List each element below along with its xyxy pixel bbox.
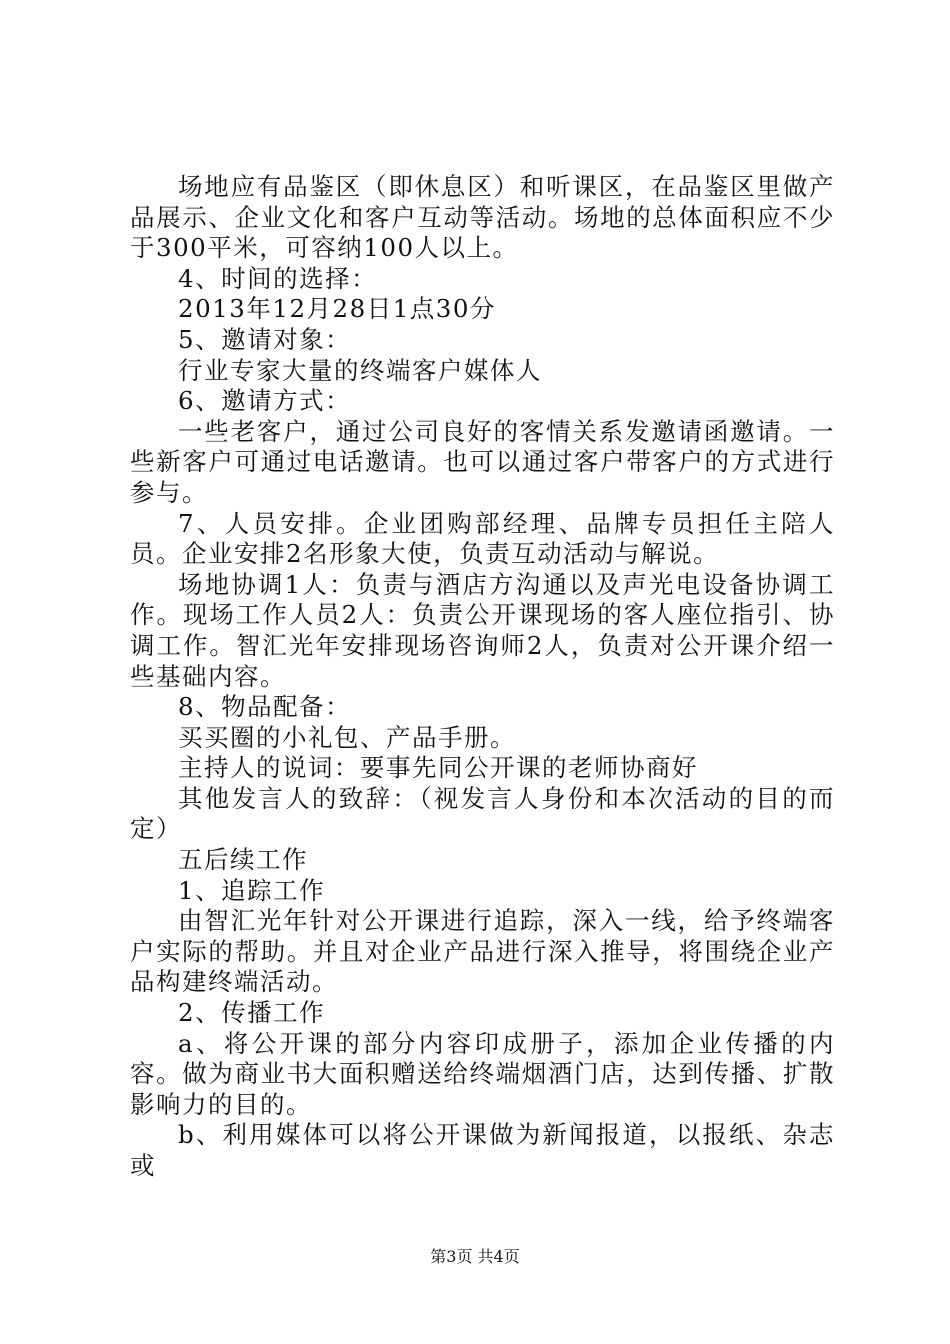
document-body	[130, 172, 835, 1182]
paragraph: b、利用媒体可以将公开课做为新闻报道，以报纸、杂志或	[130, 1120, 835, 1180]
paragraph: 7、人员安排。企业团购部经理、品牌专员担任主陪人员。企业安排2名形象大使，负责互动活动与解说。	[130, 508, 835, 569]
paragraph: 场地应有品鉴区（即休息区）和听课区，在品鉴区里做产品展示、企业文化和客户互动等活动。场地的总体面积应不少于300平米，可容纳100人以上。	[130, 172, 835, 263]
paragraph: 其他发言人的致辞：（视发言人身份和本次活动的目的而定）	[130, 783, 835, 844]
paragraph: a、将公开课的部分内容印成册子，添加企业传播的内容。做为商业书大面积赠送给终端烟酒门店，达到传播、扩散影响力的目的。	[130, 1028, 835, 1119]
paragraph: 主持人的说词：要事先同公开课的老师协商好	[178, 753, 698, 783]
paragraph: 5、邀请对象：	[178, 324, 352, 354]
paragraph: 4、时间的选择：	[178, 263, 378, 293]
paragraph: 2、传播工作	[178, 998, 326, 1028]
page-footer: 第3页 共4页	[430, 1247, 520, 1266]
section-heading: 五后续工作	[178, 845, 308, 875]
paragraph: 一些老客户，通过公司良好的客情关系发邀请函邀请。一些新客户可通过电话邀请。也可以通过客户带客户的方式进行参与。	[130, 416, 835, 507]
paragraph: 6、邀请方式：	[178, 386, 352, 416]
paragraph: 1、追踪工作	[178, 875, 326, 905]
paragraph: 买买圈的小礼包、产品手册。	[178, 722, 516, 752]
paragraph: 2013年12月28日1点30分	[178, 294, 496, 324]
paragraph: 由智汇光年针对公开课进行追踪，深入一线，给予终端客户实际的帮助。并且对企业产品进行深入推导，将围绕企业产品构建终端活动。	[130, 906, 835, 997]
paragraph: 行业专家大量的终端客户媒体人	[178, 355, 542, 385]
paragraph: 8、物品配备：	[178, 692, 352, 722]
paragraph: 场地协调1人：负责与酒店方沟通以及声光电设备协调工作。现场工作人员2人：负责公开课现场的客人座位指引、协调工作。智汇光年安排现场咨询师2人，负责对公开课介绍一些基础内容。	[130, 569, 835, 691]
